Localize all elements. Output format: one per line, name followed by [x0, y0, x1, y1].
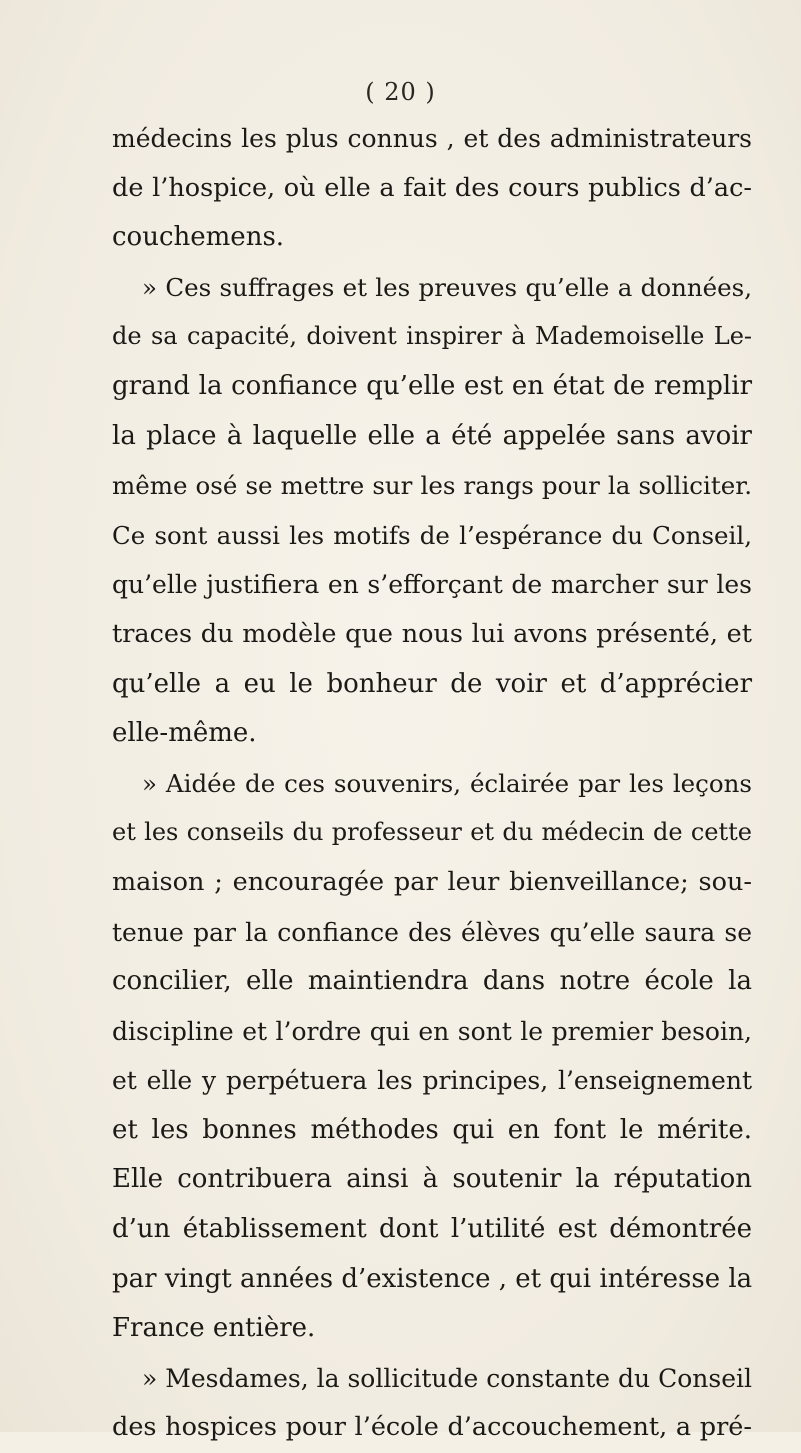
text-line: de sa capacité, doivent inspirer à Mademoiselle Le- — [112, 322, 752, 351]
text-line: qu’elle justifiera en s’efforçant de marcher sur les — [112, 570, 752, 600]
text-line: elle-même. — [112, 718, 257, 749]
text-line: et les bonnes méthodes qui en font le mérite. — [112, 1114, 752, 1145]
text-line: Elle contribuera ainsi à soutenir la réputation — [112, 1164, 752, 1195]
text-line: et les conseils du professeur et du médecin de cette — [112, 818, 752, 847]
text-line: par vingt années d’existence , et qui intéresse la — [112, 1263, 753, 1294]
text-line: et elle y perpétuera les principes, l’enseignement — [112, 1066, 752, 1096]
body-text — [112, 114, 752, 1453]
text-line: » Ces suffrages et les preuves qu’elle a données, — [142, 272, 752, 302]
text-line: même osé se mettre sur les rangs pour la solliciter. — [112, 471, 752, 501]
page-number: ( 20 ) — [365, 78, 436, 106]
text-line: la place à laquelle elle a été appelée sans avoir — [112, 420, 752, 451]
text-line: maison ; encouragée par leur bienveillance; sou- — [112, 866, 752, 897]
text-line: » Mesdames, la sollicitude constante du Conseil — [142, 1363, 752, 1393]
text-line: tenue par la confiance des élèves qu’elle saura se — [112, 917, 752, 947]
text-line: des hospices pour l’école d’accouchement, a pré- — [112, 1412, 752, 1443]
text-line: d’un établissement dont l’utilité est démontrée — [112, 1214, 752, 1245]
text-line: médecins les plus connus , et des administrateurs — [112, 124, 752, 153]
text-line: concilier, elle maintiendra dans notre école la — [112, 966, 752, 997]
text-line: traces du modèle que nous lui avons présenté, et — [112, 618, 752, 649]
text-line: discipline et l’ordre qui en sont le premier besoin, — [112, 1016, 752, 1046]
text-line: France entière. — [112, 1313, 316, 1344]
text-line: grand la confiance qu’elle est en état de remplir — [112, 370, 752, 401]
text-line: » Aidée de ces souvenirs, éclairée par les leçons — [142, 768, 752, 798]
text-line: de l’hospice, où elle a fait des cours publics d’ac- — [112, 172, 752, 203]
text-line: Ce sont aussi les motifs de l’espérance du Conseil, — [112, 520, 752, 550]
text-line: qu’elle a eu le bonheur de voir et d’apprécier — [112, 668, 752, 699]
text-line: couchemens. — [112, 222, 285, 253]
